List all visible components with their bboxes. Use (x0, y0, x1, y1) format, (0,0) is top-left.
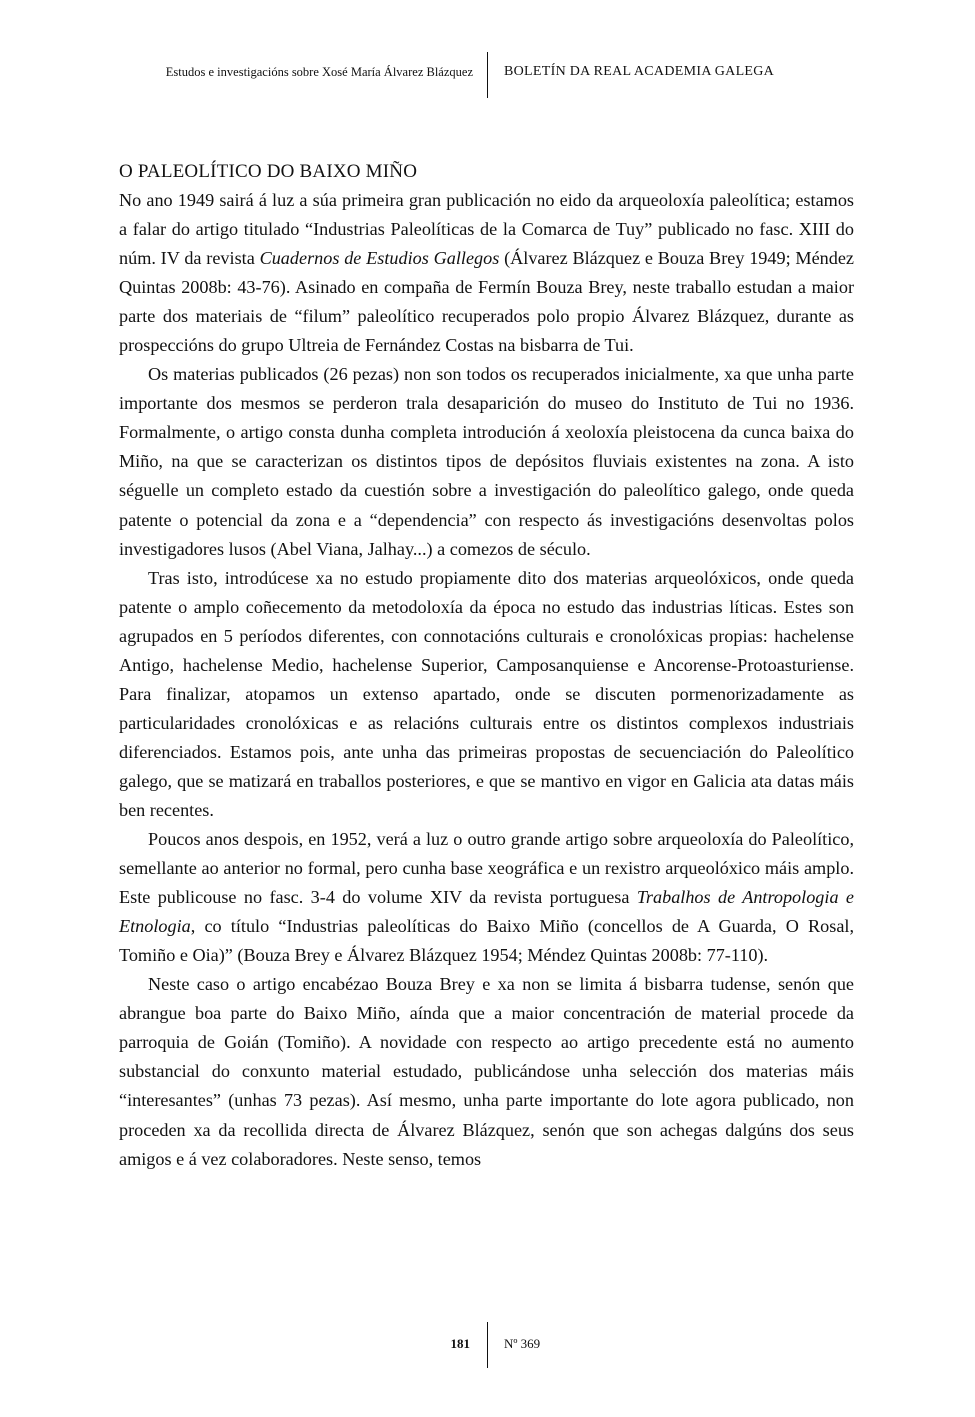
paragraph-text: (Álvarez Blázquez e Bouza Brey 1949; Méndez Quintas 2008b: 43-76). Asinado en compaña de Fermín Bouza Brey, neste traballo estudan a maior parte dos materiais de “filum” paleolítico recuperados polo propio Álvarez Blázquez, durante as prospeccións do grupo Ultreia de Fernández Costas na bisbarra de Tui. (119, 248, 855, 356)
italic-title: Trabalhos de Antropologia e Etnologia (119, 887, 854, 937)
paragraph-text: Poucos anos despois, en 1952, verá a luz o outro grande artigo sobre arqueoloxía do Paleolítico, semellante ao anterior no formal, pero cunha base xeográfica e un rexistro arqueolóxico máis amplo. Este publicouse no fasc. 3-4 do volume XIV da revista portuguesa (119, 829, 854, 908)
body-paragraph (119, 825, 854, 970)
paragraph-text: No ano 1949 sairá á luz a súa primeira gran publicación no eido da arqueoloxía paleolítica; estamos a falar do artigo titulado “Industrias Paleolíticas de la Comarca de Tuy” publicado no fasc. XIII do núm. IV da revista (119, 190, 854, 269)
page-number: 181 (450, 1336, 470, 1351)
body-paragraph (119, 564, 854, 825)
paragraph-text: Os materias publicados (26 pezas) non son todos os recuperados inicialmente, xa que unha parte importante dos mesmos se perderon trala desaparición do museo do Instituto de Tui no 1936. Formalmente, o artigo consta dunha completa introdución á xeoloxía pleistocena da cunca baixa do Miño, na que se caracterizan os distintos tipos de depósitos fluviais existentes na zona. A isto séguelle un completo estado da cuestión sobre a investigación do paleolítico galego, onde queda patente o potencial da zona e a “dependencia” con respecto ás investigacións desenvoltas polos investigadores lusos (Abel Viana, Jalhay...) a comezos de século. (119, 364, 854, 559)
body-paragraph (119, 970, 854, 1173)
header-divider (487, 52, 488, 98)
italic-title: Cuadernos de Estudios Gallegos (259, 248, 500, 269)
paragraph-text: Tras isto, introdúcese xa no estudo propiamente dito dos materias arqueolóxicos, onde queda patente o amplo coñecemento da metodoloxía da época no estudo das industrias líticas. Estes son agrupados en 5 períodos diferentes, con connotacións culturais e cronolóxicas propias: hachelense Antigo, hachelense Medio, hachelense Superior, Camposanquiense e Ancorense-Protoasturiense. Para finalizar, atopamos un extenso apartado, onde se discuten pormenorizadamente as particularidades cronolóxicas e as relacións culturais entre os distintos complexos industriais diferenciados. Estamos pois, ante unha das primeiras propostas de secuenciación do Paleolítico galego, que se matizará en traballos posteriores, e que se mantivo en vigor en Galicia ata datas máis ben recentes. (119, 567, 854, 820)
header-series-title: Estudos e investigacións sobre Xosé María Álvarez Blázquez (165, 65, 473, 79)
page-footer (0, 1322, 975, 1368)
running-header (0, 52, 975, 100)
paragraph-text: Neste caso o artigo encabézao Bouza Brey e xa non se limita á bisbarra tudense, senón que abrangue boa parte do Baixo Miño, aínda que a maior concentración de material procede da parroquia de Goián (Tomiño). A novidade con respecto ao artigo precedente está no aumento substancial do conxunto material estudado, publicándose unha selección dos materias máis “interesantes” (unhas 73 pezas). Así mesmo, unha parte importante do lote agora publicado, non proceden xa da recollida directa de Álvarez Blázquez, senón que son achegas dalgúns dos seus amigos e á vez colaboradores. Neste senso, temos (119, 974, 854, 1169)
header-journal-title: BOLETÍN DA REAL ACADEMIA GALEGA (504, 64, 775, 79)
article-body (119, 157, 854, 1174)
paragraph-text: , co título “Industrias paleolíticas do Baixo Miño (concellos de A Guarda, O Rosal, Tomiño e Oia)” (Bouza Brey e Álvarez Blázquez 1954; Méndez Quintas 2008b: 77-110). (119, 916, 854, 966)
body-paragraph (119, 360, 854, 563)
issue-number: Nº 369 (504, 1336, 541, 1351)
section-title: O PALEOLÍTICO DO BAIXO MIÑO (119, 161, 418, 182)
footer-divider (487, 1322, 488, 1368)
body-paragraph (119, 186, 854, 360)
paragraph-list (119, 186, 854, 1174)
